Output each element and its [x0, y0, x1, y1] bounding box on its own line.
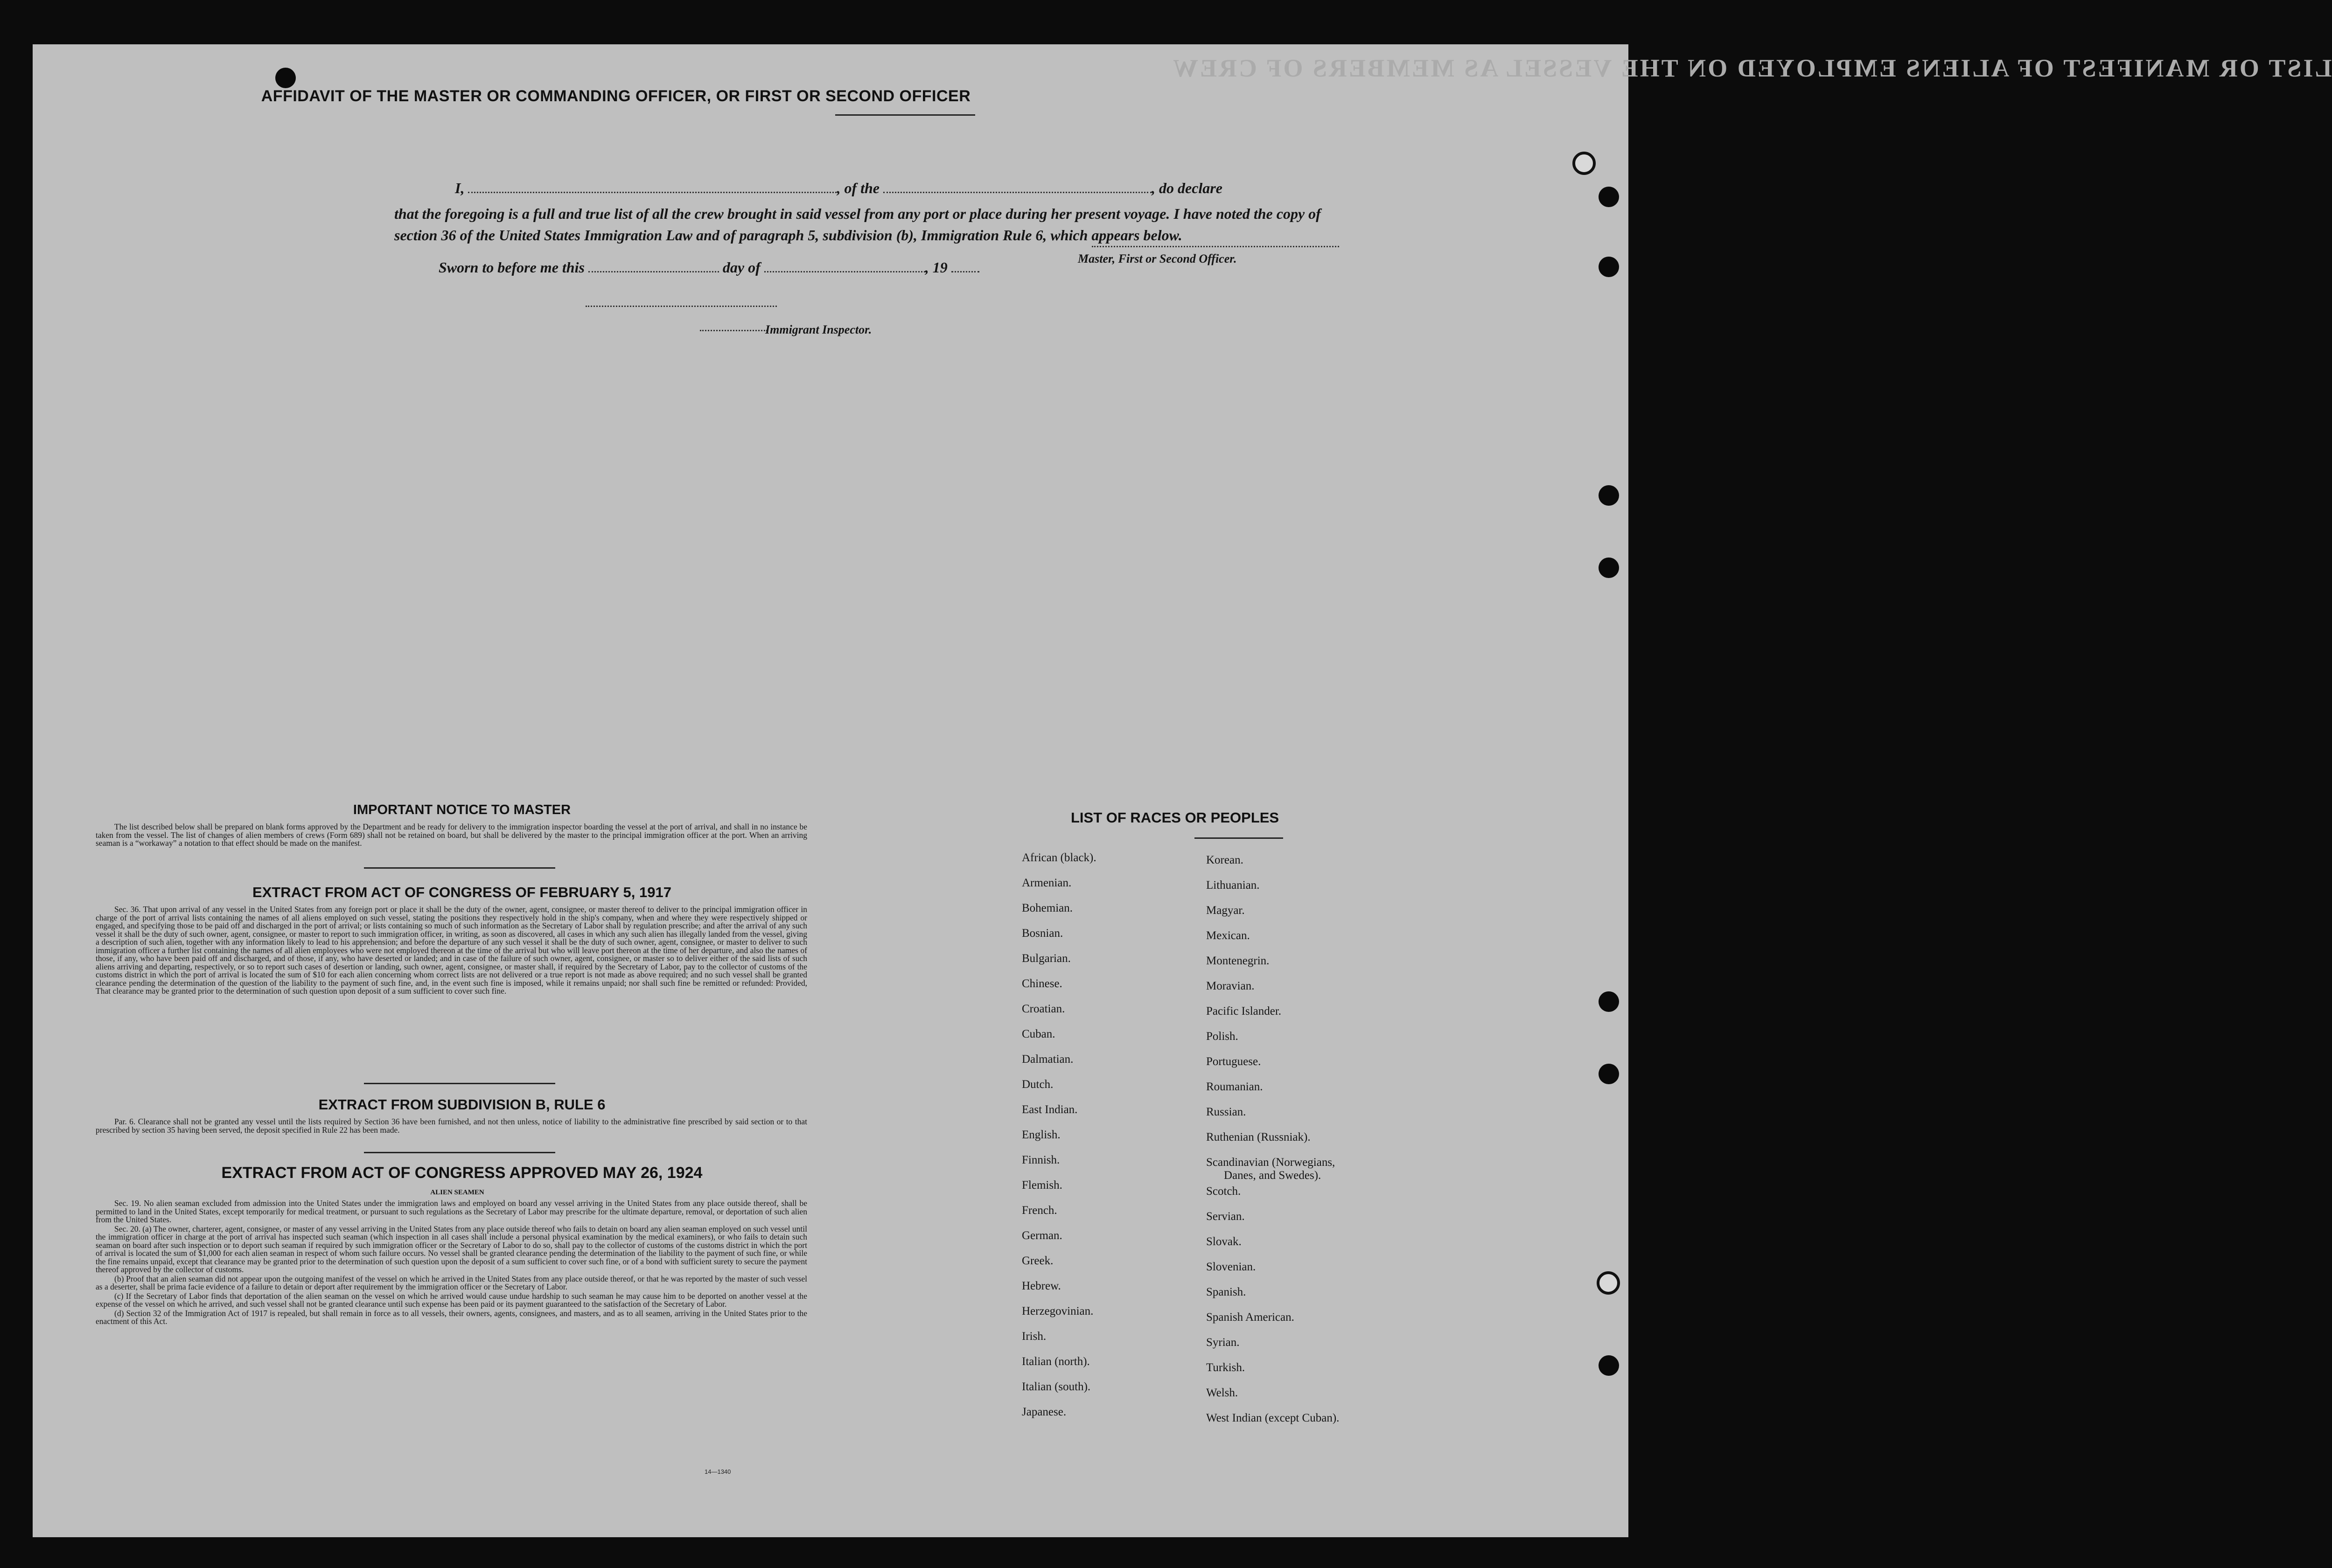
race-item: Irish.	[1022, 1330, 1047, 1343]
race-item: Scotch.	[1206, 1185, 1241, 1198]
inspector-signature-line	[586, 306, 777, 307]
race-item: Chinese.	[1022, 977, 1062, 990]
extract-1924-paragraph: (c) If the Secretary of Labor finds that deportation of the alien seaman on the vessel on which he arrived would cause undue hardship to such seaman he may cause him to be deported on another vessel at the expense of the vessel on which he arrived, and such vessel shall not be granted clearance until such expense has been paid or its payment guaranteed to the satisfaction of the Secretary of Labor.	[96, 1291, 807, 1309]
race-item: Polish.	[1206, 1030, 1238, 1043]
section-rule	[364, 867, 555, 869]
race-item: Magyar.	[1206, 904, 1245, 917]
race-item: Cuban.	[1022, 1028, 1055, 1040]
affidavit-line-1	[455, 180, 1222, 197]
race-item: West Indian (except Cuban).	[1206, 1412, 1340, 1424]
sworn-prefix: Sworn to before me this	[439, 259, 585, 276]
affidavit-of-the: , of the	[837, 180, 880, 196]
extract-rule6-paragraph: Par. 6. Clearance shall not be granted any vessel until the lists required by Section 36 have been furnished, and not then unless, notice of liability to the administrative fine prescribed by said section or to that prescribed by section 35 having been served, the deposit specified in Rule 22 has been made.	[96, 1117, 807, 1135]
bleed-through-header: LIST OR MANIFEST OF ALIENS EMPLOYED ON THE VESSEL AS MEMBERS OF CREW	[1171, 54, 2332, 82]
punch-hole	[275, 68, 296, 88]
race-item: Turkish.	[1206, 1361, 1245, 1374]
race-item: Slovenian.	[1206, 1261, 1256, 1273]
race-item: Spanish American.	[1206, 1311, 1294, 1324]
sworn-year-blank	[951, 271, 979, 272]
sworn-day-blank	[588, 271, 719, 272]
punch-hole	[1599, 1355, 1619, 1376]
sworn-line	[439, 259, 979, 276]
race-item: Hebrew.	[1022, 1280, 1061, 1292]
punch-hole	[1599, 485, 1619, 506]
race-item: Herzegovinian.	[1022, 1305, 1094, 1317]
extract-1924-paragraph: Sec. 19. No alien seaman excluded from admission into the United States under the immigration laws and employed on board any vessel arriving in the United States from any place outside thereof, shall be permitted to land in the United States, except temporarily for medical treatment, or pursuant to such regulations as the Secretary of Labor may prescribe for the ultimate departure, removal, or deportation of such alien from the United States.	[96, 1199, 807, 1224]
race-item: Scandinavian (Norwegians,	[1206, 1156, 1335, 1169]
race-item: Spanish.	[1206, 1286, 1246, 1298]
race-item: Lithuanian.	[1206, 879, 1260, 892]
form-number: 14—1340	[705, 1468, 731, 1475]
race-item: Montenegrin.	[1206, 955, 1270, 967]
race-item: Slovak.	[1206, 1235, 1242, 1248]
title-rule	[835, 114, 975, 116]
notice-paragraph: The list described below shall be prepared on blank forms approved by the Department and be ready for delivery to the immigration inspector boarding the vessel at the port of arrival, and shall in no instance be taken from the vessel. The list of changes of alien members of crews (Form 689) shall not be retained on board, but shall be delivered by the master to the principal immigration officer at the port. When an arriving seaman is a “workaway” a notation to that effect should be made on the manifest.	[96, 822, 807, 848]
notice-title: IMPORTANT NOTICE TO MASTER	[353, 802, 571, 817]
affidavit-i: I,	[455, 180, 465, 196]
master-caption: Master, First or Second Officer.	[1078, 252, 1237, 265]
extract-1917-title: EXTRACT FROM ACT OF CONGRESS OF FEBRUARY 5, 1917	[252, 884, 671, 900]
extract-1917-body	[96, 906, 807, 997]
race-item: Pacific Islander.	[1206, 1005, 1282, 1017]
race-item: Finnish.	[1022, 1154, 1060, 1166]
affidavit-declare: , do declare	[1152, 180, 1222, 196]
notice-body	[96, 823, 807, 849]
race-item: Korean.	[1206, 854, 1243, 866]
race-item: Bulgarian.	[1022, 952, 1071, 965]
punch-hole	[1599, 991, 1619, 1012]
extract-1924-paragraph: (b) Proof that an alien seaman did not appear upon the outgoing manifest of the vessel on which he arrived in the United States from any place outside thereof, or that he was reported by the master of such vessel as a deserter, shall be prima facie evidence of a failure to detain or deport after requirement by the immigration officer or the Secretary of Labor.	[96, 1274, 807, 1291]
race-item: Roumanian.	[1206, 1080, 1263, 1093]
punch-hole	[1599, 1064, 1619, 1084]
master-signature-line	[1092, 246, 1339, 247]
binder-ring	[1572, 152, 1596, 175]
sworn-month-blank	[764, 271, 925, 272]
race-item: East Indian.	[1022, 1103, 1078, 1116]
extract-1924-paragraph: Sec. 20. (a) The owner, charterer, agent, consignee, or master of any vessel arriving in the United States from any place outside thereof who fails to detain on board any alien seaman employed on such vessel until the immigration officer in charge at the port of arrival has inspected such seaman (which inspection in all cases shall include a personal physical examination by the medical examiners), or who fails to detain such seaman on board after such inspection or to deport such seaman if required by such immigration officer or the Secretary of Labor to do so, shall pay to the collector of customs of the customs district in which the port of arrival is located the sum of $1,000 for each alien seaman in respect of whom such failure occurs. No vessel shall be granted clearance pending the determination of the liability to the payment of such fine, or while the fine remains unpaid, except that clearance may be granted prior to the determination of such question upon the deposit of a sum sufficient to cover such fine, or of a bond with sufficient surety to secure the payment thereof approved by the collector of customs.	[96, 1224, 807, 1274]
race-item: Bosnian.	[1022, 927, 1063, 940]
race-item: Dalmatian.	[1022, 1053, 1074, 1066]
race-item: Syrian.	[1206, 1336, 1240, 1349]
affidavit-statement: that the foregoing is a full and true list of all the crew brought in said vessel from any port or place during her present voyage. I have noted the copy of section 36 of the United States Immigration Law and of paragraph 5, subdivision (b), Immigration Rule 6, which appears below.	[394, 205, 1321, 244]
race-item: Greek.	[1022, 1254, 1054, 1267]
extract-1924-body	[96, 1199, 807, 1327]
document-page	[33, 44, 2332, 1537]
inspector-caption: Immigrant Inspector.	[765, 323, 872, 336]
extract-1924-title: EXTRACT FROM ACT OF CONGRESS APPROVED MAY 26, 1924	[221, 1164, 703, 1182]
race-item: Italian (south).	[1022, 1380, 1091, 1393]
affidavit-title: AFFIDAVIT OF THE MASTER OR COMMANDING OFFICER, OR FIRST OR SECOND OFFICER	[261, 87, 971, 105]
race-item: Russian.	[1206, 1106, 1246, 1118]
extract-1917-paragraph: Sec. 36. That upon arrival of any vessel in the United States from any foreign port or place it shall be the duty of the owner, agent, consignee, or master thereof to deliver to the principal immigration officer in charge of the port of arrival lists containing the names of all aliens employed on such vessel, stating the positions they respectively hold in the ship's company, when and where they were respectively shipped or engaged, and specifying those to be paid off and discharged in the port of arrival; or lists containing so much of such information as the Secretary of Labor shall by regulation prescribe; and after the arrival of any such vessel it shall be the duty of such owner, agent, consignee, or master to report to such immigration officer, in writing, as soon as discovered, all cases in which any such alien has illegally landed from the vessel, giving a description of such alien, together with any information likely to lead to his apprehension; and before the departure of any such vessel it shall be the duty of such owner, agent, consignee, or master to deliver to such immigration officer a further list containing the names of all alien employees who were not employed thereon at the time of the arrival but who will leave port thereon at the time of her departure, and also the names of those, if any, who have been paid off and discharged, and of those, if any, who have deserted or landed; and in case of the failure of such owner, agent, consignee, or master so to deliver either of the said lists of such aliens arriving and departing, respectively, or so to report such cases of desertion or landing, such owner, agent, consignee, or master shall, if required by the Secretary of Labor, pay to the collector of customs of the customs district in which the port of arrival is located the sum of $10 for each alien concerning whom correct lists are not delivered or a true report is not made as above required; and no such vessel shall be granted clearance pending the determination of the question of the liability to the payment of such fine, and, in the event such fine is imposed, while it remains unpaid; nor shall such fine be remitted or refunded: Provided, That clearance may be granted prior to the determination of such question upon deposit of a sum sufficient to cover such fine.	[96, 905, 807, 996]
race-item: Danes, and Swedes).	[1224, 1169, 1321, 1182]
race-item: German.	[1022, 1229, 1062, 1242]
extract-rule6-title: EXTRACT FROM SUBDIVISION B, RULE 6	[318, 1096, 606, 1113]
punch-hole	[1599, 187, 1619, 207]
section-rule	[364, 1083, 555, 1084]
race-item: English.	[1022, 1129, 1061, 1141]
race-item: Portuguese.	[1206, 1055, 1261, 1068]
binder-ring	[1597, 1271, 1620, 1295]
extract-rule6-body	[96, 1118, 807, 1135]
race-item: Flemish.	[1022, 1179, 1062, 1192]
race-item: Japanese.	[1022, 1406, 1067, 1418]
race-item: Croatian.	[1022, 1003, 1065, 1015]
section-rule	[364, 1152, 555, 1153]
race-item: French.	[1022, 1204, 1057, 1217]
sworn-day-label: day of	[722, 259, 761, 276]
races-title: LIST OF RACES OR PEOPLES	[1071, 809, 1279, 826]
race-item: Italian (north).	[1022, 1355, 1090, 1368]
race-item: Servian.	[1206, 1210, 1245, 1223]
race-item: Mexican.	[1206, 929, 1250, 942]
races-rule	[1194, 837, 1283, 839]
race-item: Moravian.	[1206, 980, 1255, 992]
vessel-blank	[883, 192, 1152, 193]
extract-1924-subtitle: ALIEN SEAMEN	[430, 1189, 484, 1196]
name-blank	[468, 192, 837, 193]
extract-1924-paragraph: (d) Section 32 of the Immigration Act of 1917 is repealed, but shall remain in force as to all vessels, their owners, agents, consignees, and masters, and as to all seamen, arriving in the United States prior to the enactment of this Act.	[96, 1308, 807, 1326]
race-item: Dutch.	[1022, 1078, 1054, 1091]
sworn-year: , 19	[925, 259, 948, 276]
race-item: Bohemian.	[1022, 902, 1073, 914]
race-item: Welsh.	[1206, 1387, 1238, 1399]
race-item: African (black).	[1022, 851, 1096, 864]
race-item: Armenian.	[1022, 877, 1072, 889]
race-item: Ruthenian (Russniak).	[1206, 1131, 1311, 1143]
punch-hole	[1599, 257, 1619, 277]
punch-hole	[1599, 558, 1619, 578]
inspector-signature-line-2	[700, 330, 768, 331]
